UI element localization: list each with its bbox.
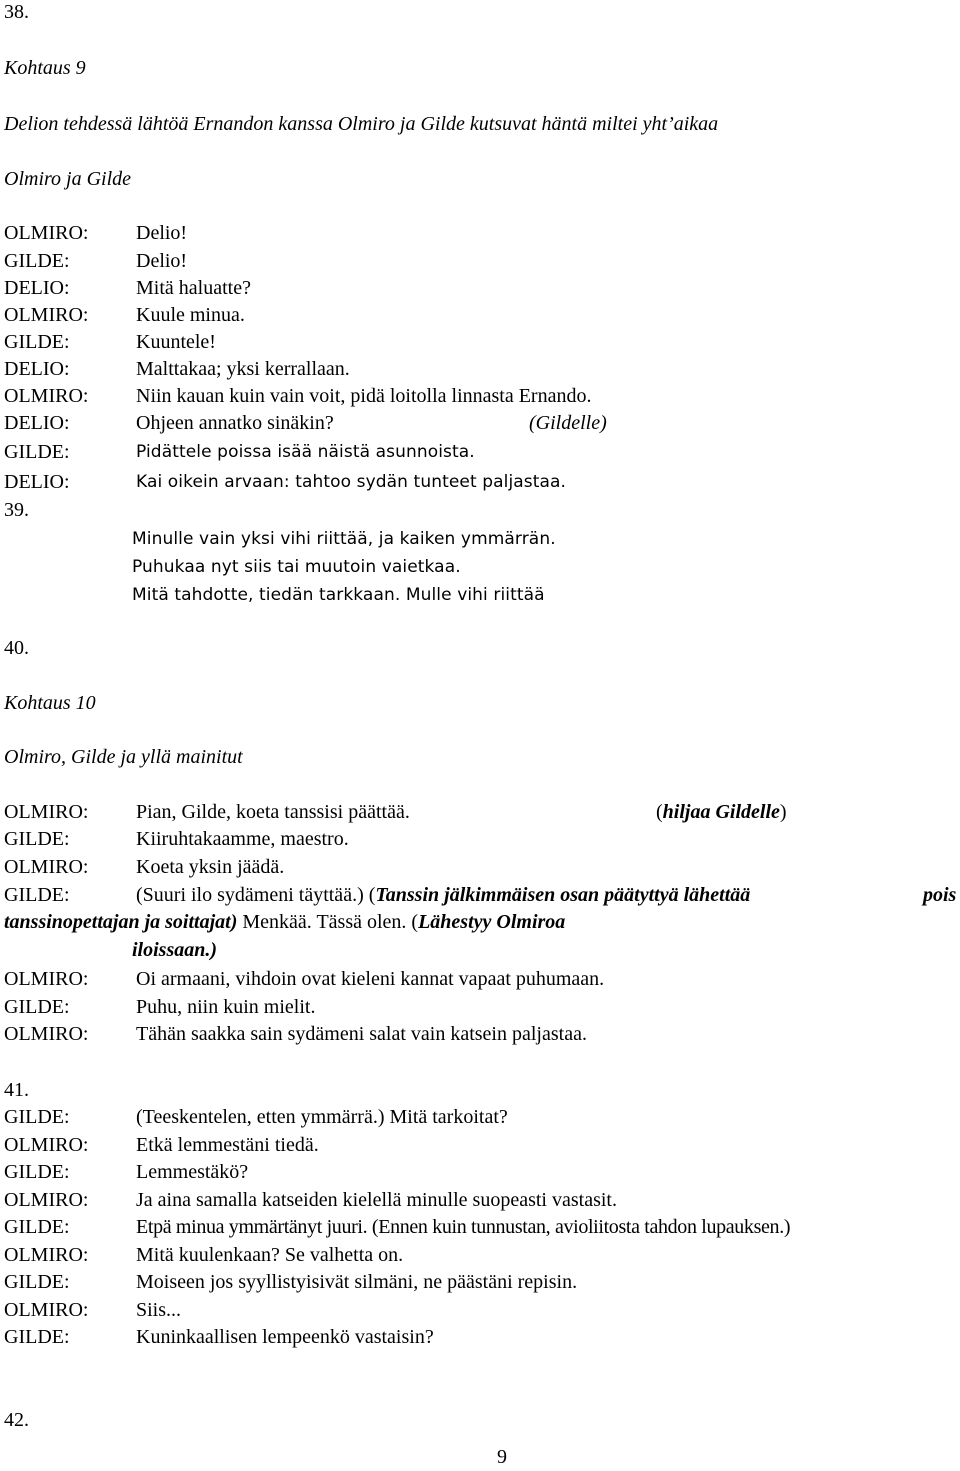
dialogue-line (4, 355, 960, 383)
line-text: Oi armaani, vihdoin ovat kieleni kannat vapaat puhumaan. (136, 968, 605, 990)
dialogue-line (4, 409, 960, 437)
dialogue-line (4, 1296, 960, 1324)
line-text: Delio! (136, 250, 188, 272)
line-text: Puhukaa nyt siis tai muutoin vaietkaa. (132, 557, 461, 577)
dialogue-line (4, 219, 960, 247)
line-text: Pidättele poissa isää näistä asunnoista. (136, 442, 475, 462)
speaker: GILDE: (4, 996, 70, 1018)
page-mark: 39. (4, 499, 29, 521)
speaker: GILDE: (4, 331, 70, 353)
speaker: GILDE: (4, 1271, 70, 1293)
line-text: Kuninkaallisen lempeenkö vastaisin? (136, 1326, 434, 1348)
speaker: GILDE: (4, 1106, 70, 1128)
speaker: DELIO: (4, 358, 70, 380)
speaker: OLMIRO: (4, 1023, 89, 1045)
line-text: (Teeskentelen, etten ymmärrä.) Mitä tarkoitat? (136, 1106, 508, 1128)
speaker: OLMIRO: (4, 1299, 89, 1321)
dialogue-line (4, 881, 960, 909)
line-text: Mitä tahdotte, tiedän tarkkaan. Mulle vihi riittää (132, 585, 545, 605)
dialogue-line (4, 438, 960, 466)
line-text: (Suuri ilo sydämeni täyttää.) (Tanssin jälkimmäisen osan päätyttyä lähettää (136, 884, 751, 906)
speaker: OLMIRO: (4, 801, 89, 823)
dialogue-line (4, 468, 960, 496)
line-text: Kuule minua. (136, 304, 245, 326)
line-text: Kai oikein arvaan: tahtoo sydän tunteet paljastaa. (136, 472, 567, 492)
scene-characters: Olmiro, Gilde ja yllä mainitut (4, 746, 243, 768)
page-mark: 38. (4, 1, 29, 23)
speaker: OLMIRO: (4, 304, 89, 326)
speaker: GILDE: (4, 250, 70, 272)
page-mark: 42. (4, 1409, 29, 1431)
dialogue-line (4, 1020, 960, 1048)
page-number: 9 (497, 1446, 507, 1468)
speaker: OLMIRO: (4, 856, 89, 878)
dialogue-line (4, 853, 960, 881)
speaker: GILDE: (4, 1326, 70, 1348)
speaker: OLMIRO: (4, 1134, 89, 1156)
page-mark: 41. (4, 1079, 29, 1101)
line-text: pois (923, 884, 957, 906)
speaker: GILDE: (4, 1161, 70, 1183)
line-text: Etkä lemmestäni tiedä. (136, 1134, 319, 1156)
dialogue-line (4, 1103, 960, 1131)
dialogue-line (4, 1131, 960, 1159)
speaker: OLMIRO: (4, 222, 89, 244)
speaker: DELIO: (4, 277, 70, 299)
line-text: Kiiruhtakaamme, maestro. (136, 828, 349, 850)
speaker: GILDE: (4, 884, 70, 906)
line-text: Tähän saakka sain sydämeni salat vain katsein paljastaa. (136, 1023, 587, 1045)
line-text: Niin kauan kuin vain voit, pidä loitolla linnasta Ernando. (136, 385, 592, 407)
line-text: Delio! (136, 222, 188, 244)
line-text: Ja aina samalla katseiden kielellä minulle suopeasti vastasit. (136, 1189, 617, 1211)
dialogue-line (4, 825, 960, 853)
dialogue-line (4, 1268, 960, 1296)
line-text: iloissaan.) (132, 939, 218, 961)
aside: (hiljaa Gildelle) (656, 801, 787, 823)
speaker: GILDE: (4, 1216, 70, 1238)
dialogue-line (4, 1158, 960, 1186)
dialogue-line (4, 1213, 960, 1241)
speaker: DELIO: (4, 471, 70, 493)
line-text: Puhu, niin kuin mielit. (136, 996, 316, 1018)
dialogue-line (4, 301, 960, 329)
dialogue-line (4, 382, 960, 410)
scene-title: Kohtaus 10 (4, 692, 96, 714)
speaker: DELIO: (4, 412, 70, 434)
scene-characters: Olmiro ja Gilde (4, 168, 132, 190)
dialogue-line (4, 965, 960, 993)
speaker: OLMIRO: (4, 1244, 89, 1266)
line-text: Minulle vain yksi vihi riittää, ja kaiken ymmärrän. (132, 529, 556, 549)
line-text: Siis... (136, 1299, 182, 1321)
line-text: Mitä kuulenkaan? Se valhetta on. (136, 1244, 404, 1266)
aside: (Gildelle) (529, 412, 607, 434)
dialogue-line (4, 1323, 960, 1351)
dialogue-line (4, 328, 960, 356)
line-text: Ohjeen annatko sinäkin? (136, 412, 334, 434)
line-text: Pian, Gilde, koeta tanssisi päättää. (136, 801, 410, 823)
dialogue-line (4, 798, 960, 826)
stage-direction: Delion tehdessä lähtöä Ernandon kanssa Olmiro ja Gilde kutsuvat häntä miltei yht’aikaa (4, 113, 719, 135)
speaker: GILDE: (4, 441, 70, 463)
scene-title: Kohtaus 9 (4, 57, 86, 79)
line-text: Malttakaa; yksi kerrallaan. (136, 358, 350, 380)
speaker: OLMIRO: (4, 385, 89, 407)
page-mark: 40. (4, 637, 29, 659)
dialogue-line: tanssinopettajan ja soittajat) Menkää. Tässä olen. (Lähestyy Olmiroa (4, 911, 566, 933)
speaker: OLMIRO: (4, 1189, 89, 1211)
dialogue-line (4, 247, 960, 275)
line-text: Etpä minua ymmärtänyt juuri. (Ennen kuin tunnustan, avioliitosta tahdon lupauksen.) (136, 1216, 791, 1238)
line-text: Kuuntele! (136, 331, 216, 353)
line-text: Mitä haluatte? (136, 277, 251, 299)
dialogue-line (4, 274, 960, 302)
speaker: GILDE: (4, 828, 70, 850)
dialogue-line (4, 1186, 960, 1214)
dialogue-line (4, 1241, 960, 1269)
speaker: OLMIRO: (4, 968, 89, 990)
line-text: Koeta yksin jäädä. (136, 856, 285, 878)
line-text: Lemmestäkö? (136, 1161, 249, 1183)
line-text: Moiseen jos syyllistyisivät silmäni, ne päästäni repisin. (136, 1271, 578, 1293)
dialogue-line (4, 993, 960, 1021)
